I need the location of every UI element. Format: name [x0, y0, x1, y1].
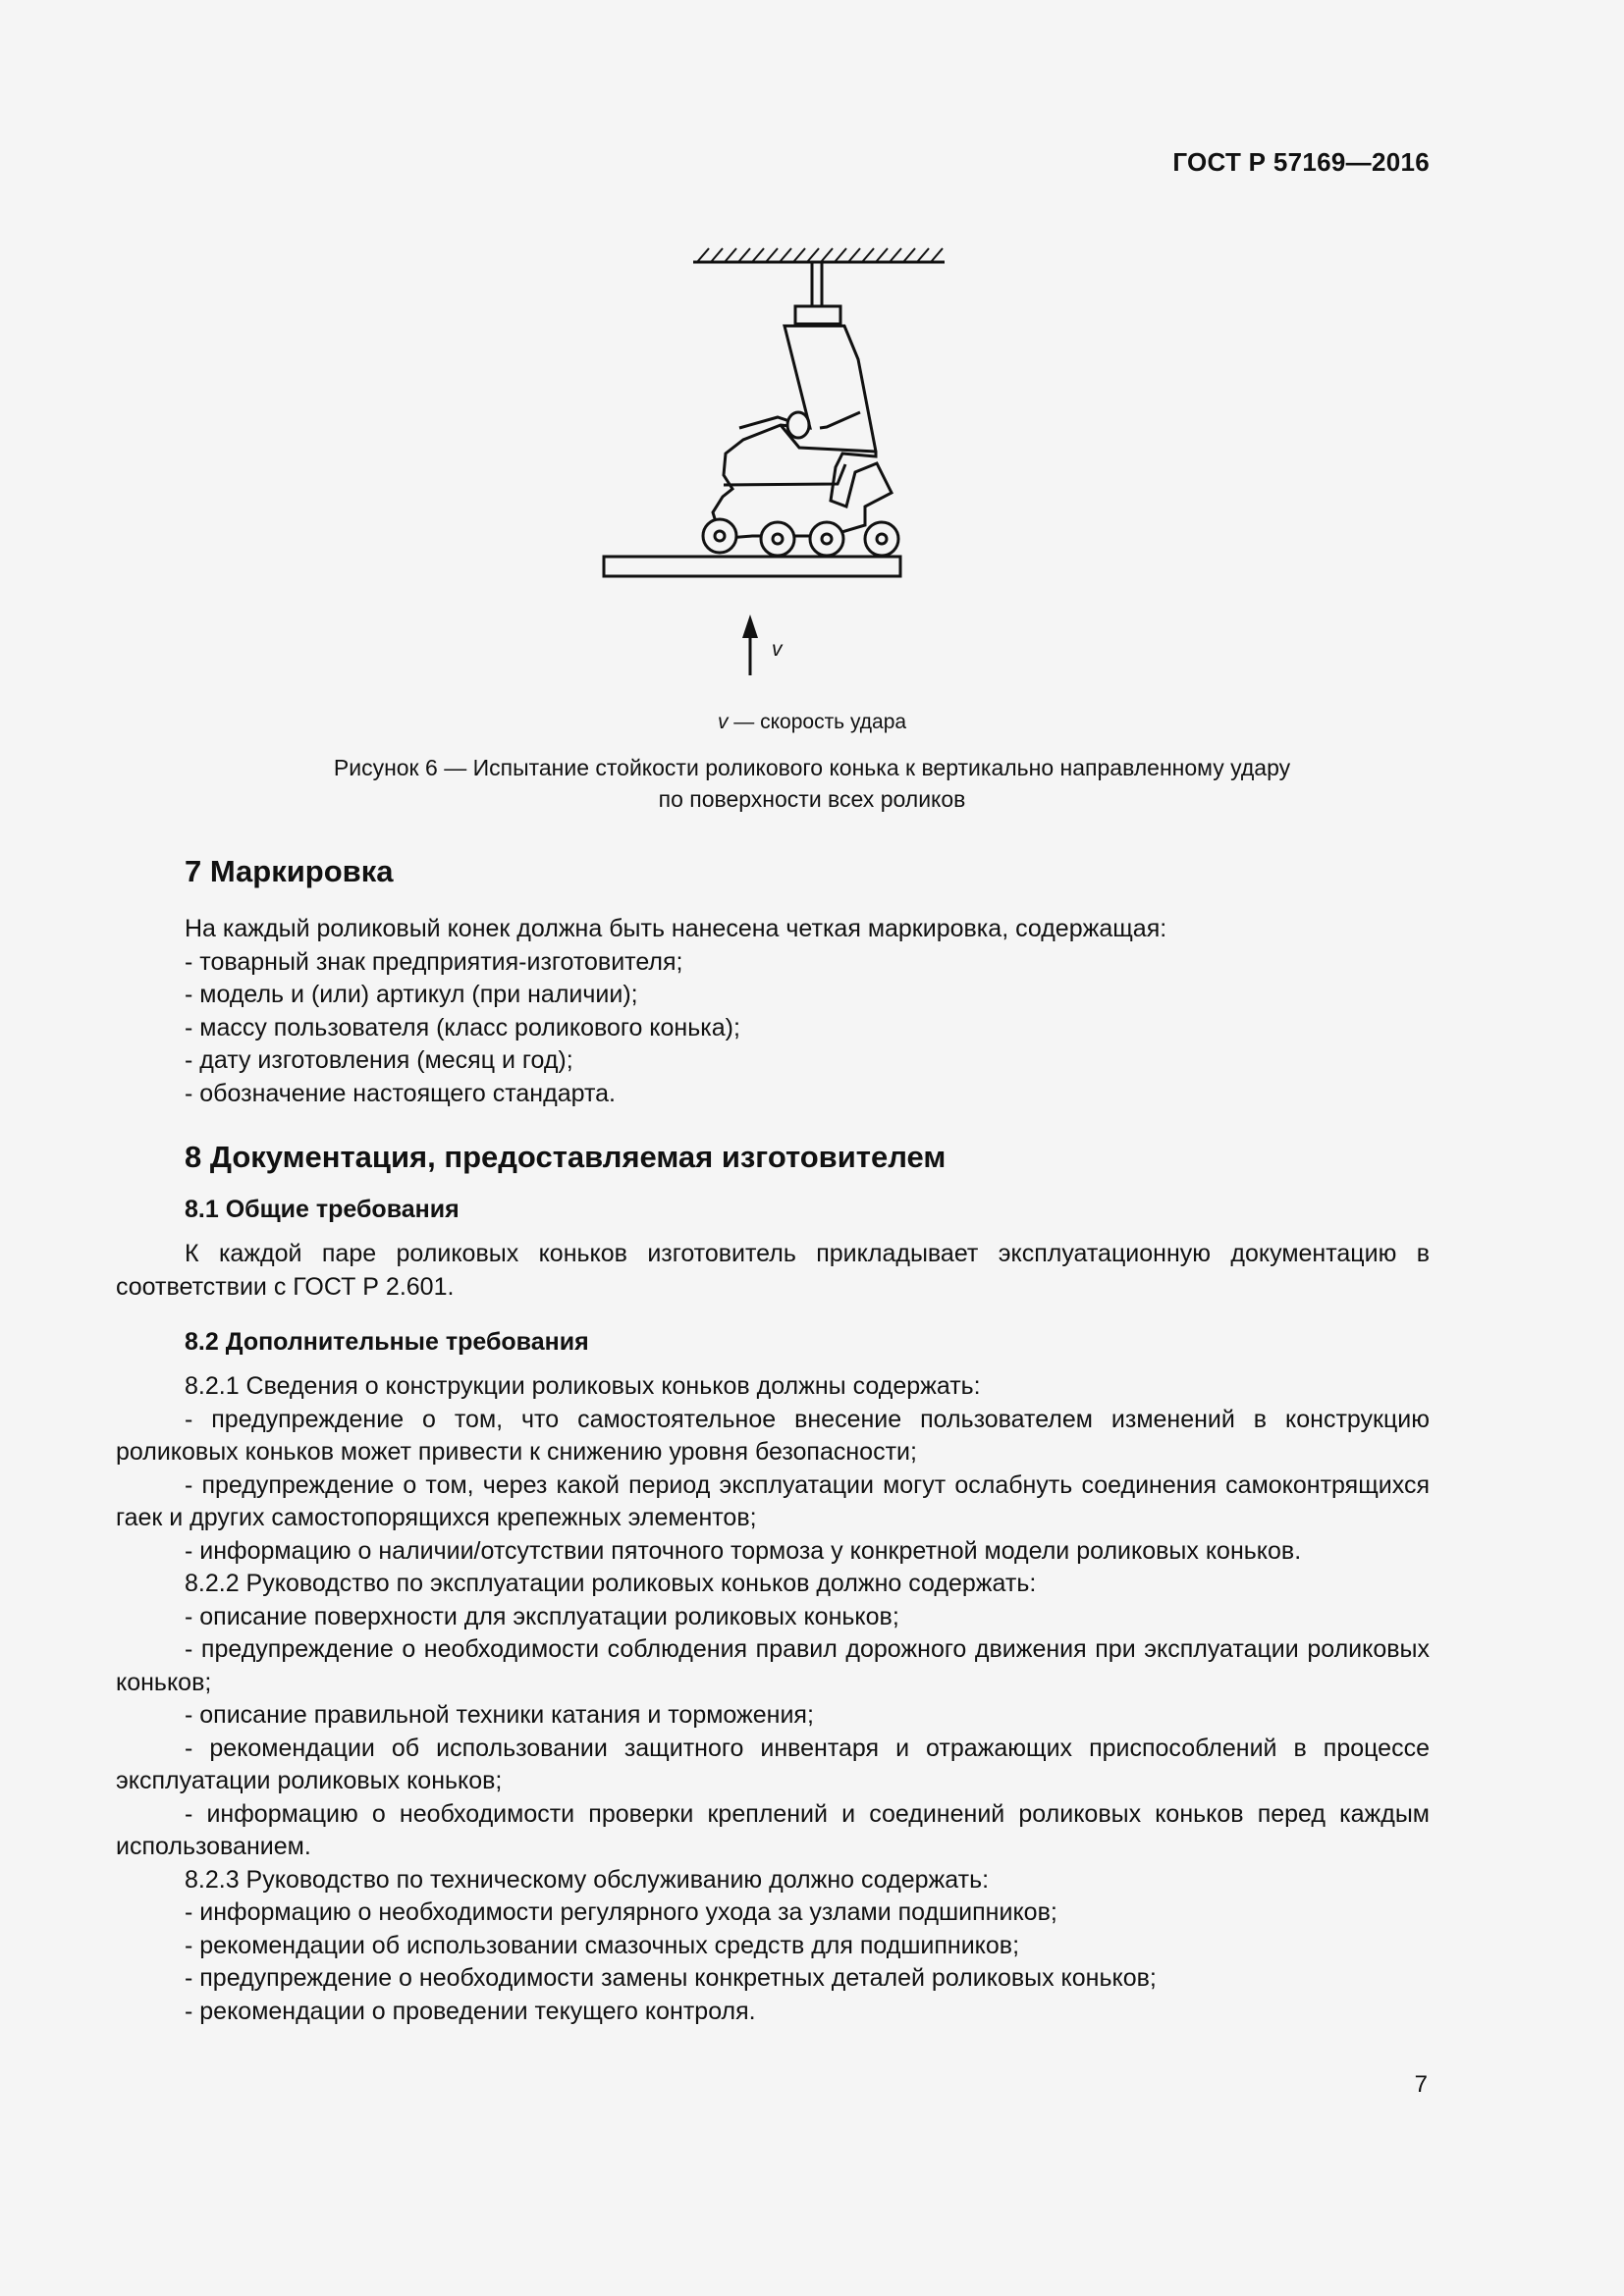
list-item: - массу пользователя (класс роликового конька); [185, 1013, 740, 1041]
section-8-1-text: К каждой паре роликовых коньков изготовитель прикладывает эксплуатационную документацию в соответствии с ГОСТ Р 2.601. [116, 1240, 1430, 1301]
list-item: - рекомендации о проведении текущего контроля. [185, 1997, 756, 2025]
paragraph-8-2-1: 8.2.1 Сведения о конструкции роликовых коньков должны содержать: [185, 1372, 981, 1400]
caption-line-1: Рисунок 6 — Испытание стойкости роликового конька к вертикально направленному удару [333, 755, 1291, 780]
list-item: - информацию о наличии/отсутствии пяточного тормоза у конкретной модели роликовых коньков. [185, 1536, 1302, 1565]
list-item: - рекомендации об использовании смазочных средств для подшипников; [185, 1931, 1020, 1959]
list-item: - информацию о необходимости регулярного ухода за узлами подшипников; [185, 1898, 1057, 1926]
list-item: - предупреждение о необходимости замены конкретных деталей роликовых коньков; [185, 1964, 1157, 1992]
list-item: - предупреждение о необходимости соблюдения правил дорожного движения при эксплуатации роликовых коньков; [116, 1635, 1430, 1696]
ceiling-hatch [693, 248, 945, 262]
list-item: - дату изготовления (месяц и год); [185, 1046, 573, 1074]
document-body [116, 852, 1430, 2028]
list-item: - предупреждение о том, что самостоятельное внесение пользователем изменений в конструкцию роликовых коньков может привести к снижению уровня безопасности; [116, 1405, 1430, 1466]
list-item: - модель и (или) артикул (при наличии); [185, 981, 638, 1008]
figure-legend [0, 711, 1624, 734]
list-item: - информацию о необходимости проверки креплений и соединений роликовых коньков перед каждым использованием. [116, 1799, 1430, 1860]
section-8-1-title: 8.1 Общие требования [185, 1196, 460, 1223]
velocity-arrow [742, 614, 784, 675]
paragraph-8-2-2: 8.2.2 Руководство по эксплуатации роликовых коньков должно содержать: [185, 1570, 1037, 1597]
velocity-arrow-label: v [772, 638, 783, 661]
list-item: - обозначение настоящего стандарта. [185, 1079, 616, 1107]
list-item: - предупреждение о том, через какой период эксплуатации могут ослабнуть соединения самоконтрящихся гаек и других самостопорящихся крепежных элементов; [116, 1470, 1430, 1531]
figure-6 [0, 236, 1624, 697]
list-8-2-2 [116, 1601, 1430, 1864]
standard-code-header: ГОСТ Р 57169—2016 [1172, 147, 1430, 177]
section-7-list [116, 946, 1430, 1111]
impact-plate [604, 557, 900, 576]
section-8-2-title: 8.2 Дополнительные требования [185, 1328, 589, 1356]
list-8-2-3 [116, 1896, 1430, 2028]
list-item: - описание поверхности для эксплуатации роликовых коньков; [185, 1602, 899, 1630]
caption-line-2: по поверхности всех роликов [658, 786, 966, 812]
section-8-title: 8 Документация, предоставляемая изготовителем [185, 1140, 947, 1174]
section-7-title: 7 Маркировка [185, 854, 394, 888]
list-item: - рекомендации об использовании защитного инвентаря и отражающих приспособлений в процессе эксплуатации роликовых коньков; [116, 1734, 1430, 1794]
figure-caption [0, 752, 1624, 815]
legend-variable: v [717, 711, 729, 733]
suspension-rod [795, 263, 840, 324]
skate-boot [713, 326, 892, 538]
list-item: - описание правильной техники катания и торможения; [185, 1701, 814, 1729]
section-7-intro: На каждый роликовый конек должна быть нанесена четкая маркировка, содержащая: [185, 915, 1167, 942]
list-8-2-1 [116, 1404, 1430, 1569]
paragraph-8-2-3: 8.2.3 Руководство по техническому обслуживанию должно содержать: [185, 1865, 990, 1894]
legend-description: — скорость удара [728, 711, 907, 733]
skate-impact-diagram [579, 236, 972, 687]
page-number: 7 [1414, 2071, 1428, 2098]
list-item: - товарный знак предприятия-изготовителя; [185, 947, 683, 976]
